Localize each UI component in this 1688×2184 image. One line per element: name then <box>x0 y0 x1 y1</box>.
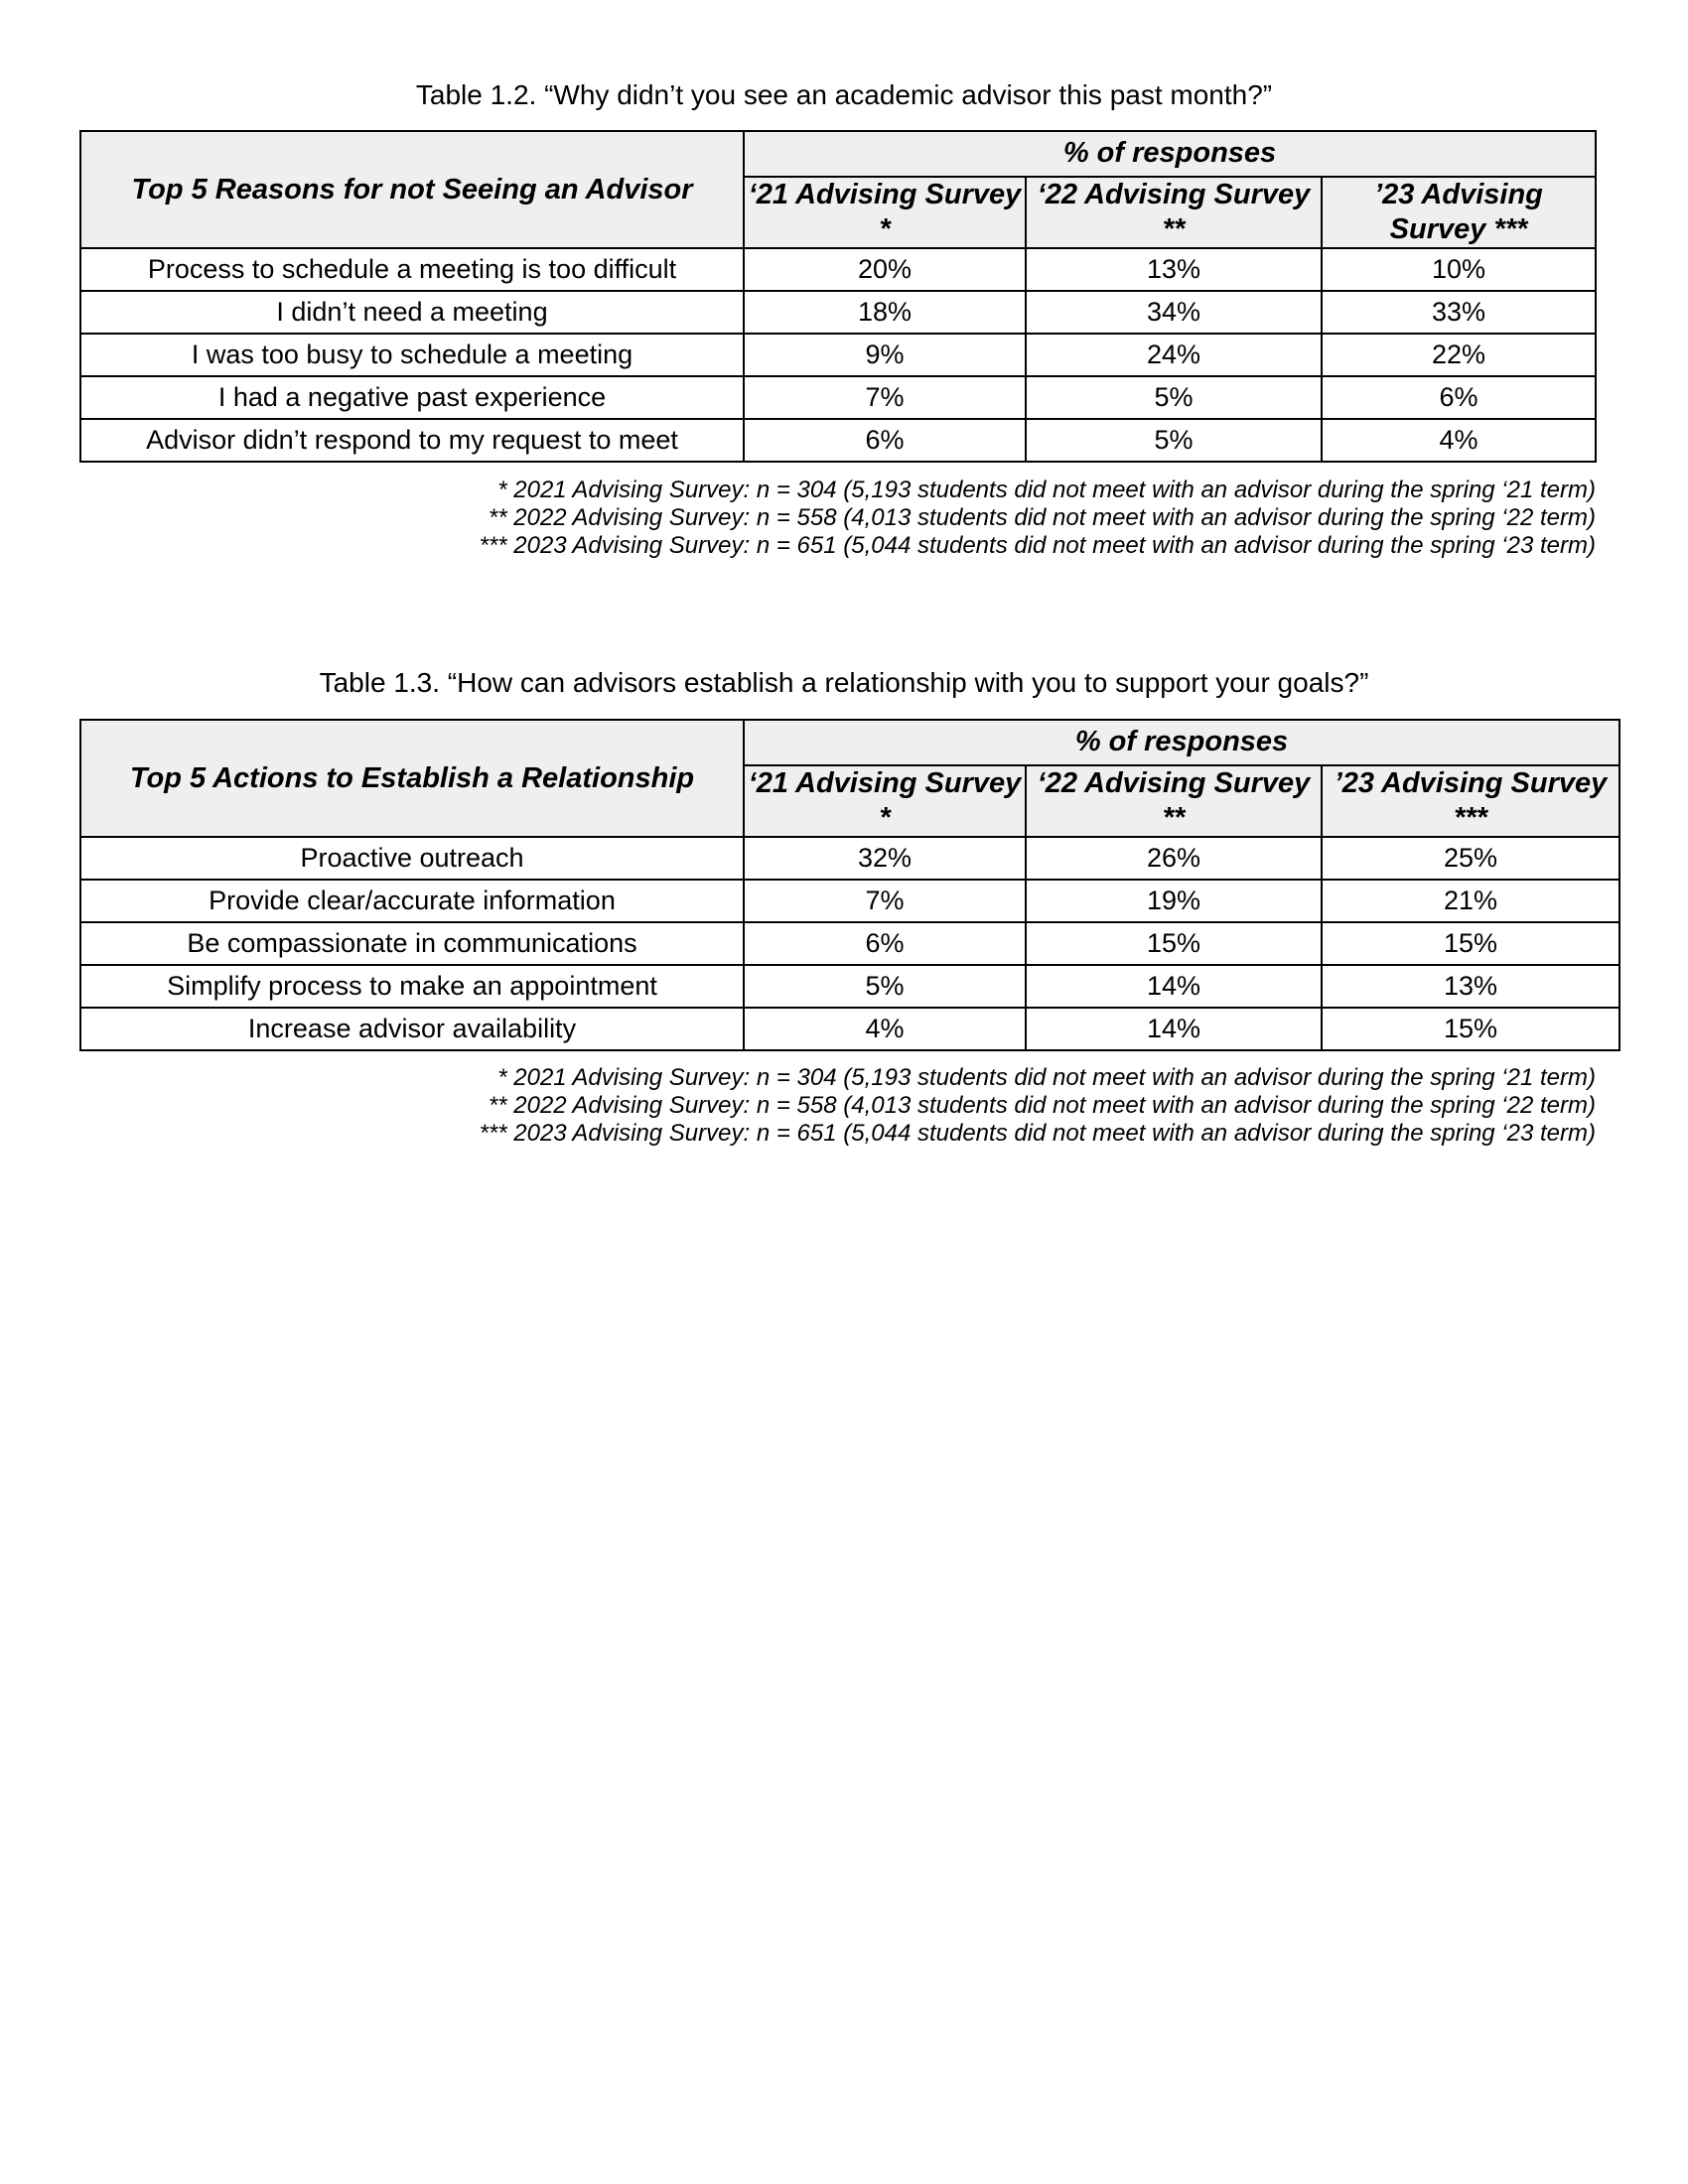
column-header: ‘22 Advising Survey ** <box>1026 765 1322 837</box>
column-header: ’23 Advising Survey *** <box>1322 765 1619 837</box>
row-label: Advisor didn’t respond to my request to meet <box>80 419 744 462</box>
cell-value: 21% <box>1322 880 1619 922</box>
table-row <box>80 334 1596 376</box>
row-label: I was too busy to schedule a meeting <box>80 334 744 376</box>
table-row <box>80 1008 1619 1050</box>
cell-value: 33% <box>1322 291 1596 334</box>
table-row <box>80 922 1619 965</box>
table-1-2-footnotes <box>404 477 1596 560</box>
footnote: ** 2022 Advising Survey: n = 558 (4,013 students did not meet with an advisor during the spring ‘22 term) <box>488 504 1596 531</box>
cell-value: 24% <box>1026 334 1322 376</box>
row-label: Increase advisor availability <box>80 1008 744 1050</box>
cell-value: 15% <box>1322 1008 1619 1050</box>
cell-value: 25% <box>1322 837 1619 880</box>
table-1-3-footnotes <box>404 1064 1596 1148</box>
group-header: % of responses <box>744 720 1619 765</box>
cell-value: 5% <box>1026 419 1322 462</box>
table-row <box>80 837 1619 880</box>
cell-value: 9% <box>744 334 1026 376</box>
cell-value: 4% <box>744 1008 1026 1050</box>
cell-value: 26% <box>1026 837 1322 880</box>
column-header: ‘21 Advising Survey * <box>744 765 1026 837</box>
footnote: * 2021 Advising Survey: n = 304 (5,193 students did not meet with an advisor during the spring ‘21 term) <box>497 477 1596 503</box>
column-header: ‘21 Advising Survey * <box>744 177 1026 248</box>
group-header: % of responses <box>744 131 1596 177</box>
cell-value: 14% <box>1026 1008 1322 1050</box>
row-label: Proactive outreach <box>80 837 744 880</box>
row-label: Process to schedule a meeting is too difficult <box>80 248 744 291</box>
table-row <box>80 291 1596 334</box>
cell-value: 13% <box>1026 248 1322 291</box>
table-row <box>80 419 1596 462</box>
cell-value: 22% <box>1322 334 1596 376</box>
cell-value: 6% <box>744 419 1026 462</box>
table-1-3-caption: Table 1.3. “How can advisors establish a relationship with you to support your goals?” <box>319 667 1369 698</box>
table-1-2 <box>79 130 1597 463</box>
cell-value: 20% <box>744 248 1026 291</box>
table-1-2-caption: Table 1.2. “Why didn’t you see an academic advisor this past month?” <box>415 79 1273 110</box>
row-label: I didn’t need a meeting <box>80 291 744 334</box>
cell-value: 32% <box>744 837 1026 880</box>
footnote: *** 2023 Advising Survey: n = 651 (5,044 students did not meet with an advisor during the spring ‘23 term) <box>479 1120 1596 1147</box>
row-label: I had a negative past experience <box>80 376 744 419</box>
column-header: ’23 Advising Survey *** <box>1322 177 1596 248</box>
row-label: Provide clear/accurate information <box>80 880 744 922</box>
cell-value: 19% <box>1026 880 1322 922</box>
cell-value: 18% <box>744 291 1026 334</box>
footnote: *** 2023 Advising Survey: n = 651 (5,044 students did not meet with an advisor during the spring ‘23 term) <box>479 532 1596 559</box>
footnote: ** 2022 Advising Survey: n = 558 (4,013 students did not meet with an advisor during the spring ‘22 term) <box>488 1092 1596 1119</box>
table-row <box>80 965 1619 1008</box>
table-row <box>80 376 1596 419</box>
cell-value: 34% <box>1026 291 1322 334</box>
row-header: Top 5 Actions to Establish a Relationship <box>80 720 744 837</box>
row-label: Simplify process to make an appointment <box>80 965 744 1008</box>
row-header: Top 5 Reasons for not Seeing an Advisor <box>80 131 744 248</box>
cell-value: 15% <box>1026 922 1322 965</box>
cell-value: 15% <box>1322 922 1619 965</box>
row-label: Be compassionate in communications <box>80 922 744 965</box>
cell-value: 10% <box>1322 248 1596 291</box>
footnote: * 2021 Advising Survey: n = 304 (5,193 students did not meet with an advisor during the spring ‘21 term) <box>497 1064 1596 1091</box>
cell-value: 14% <box>1026 965 1322 1008</box>
cell-value: 5% <box>1026 376 1322 419</box>
cell-value: 5% <box>744 965 1026 1008</box>
table-row <box>80 880 1619 922</box>
cell-value: 6% <box>744 922 1026 965</box>
table-row <box>80 248 1596 291</box>
column-header: ‘22 Advising Survey ** <box>1026 177 1322 248</box>
cell-value: 6% <box>1322 376 1596 419</box>
cell-value: 13% <box>1322 965 1619 1008</box>
cell-value: 4% <box>1322 419 1596 462</box>
table-1-3 <box>79 719 1620 1051</box>
cell-value: 7% <box>744 880 1026 922</box>
cell-value: 7% <box>744 376 1026 419</box>
